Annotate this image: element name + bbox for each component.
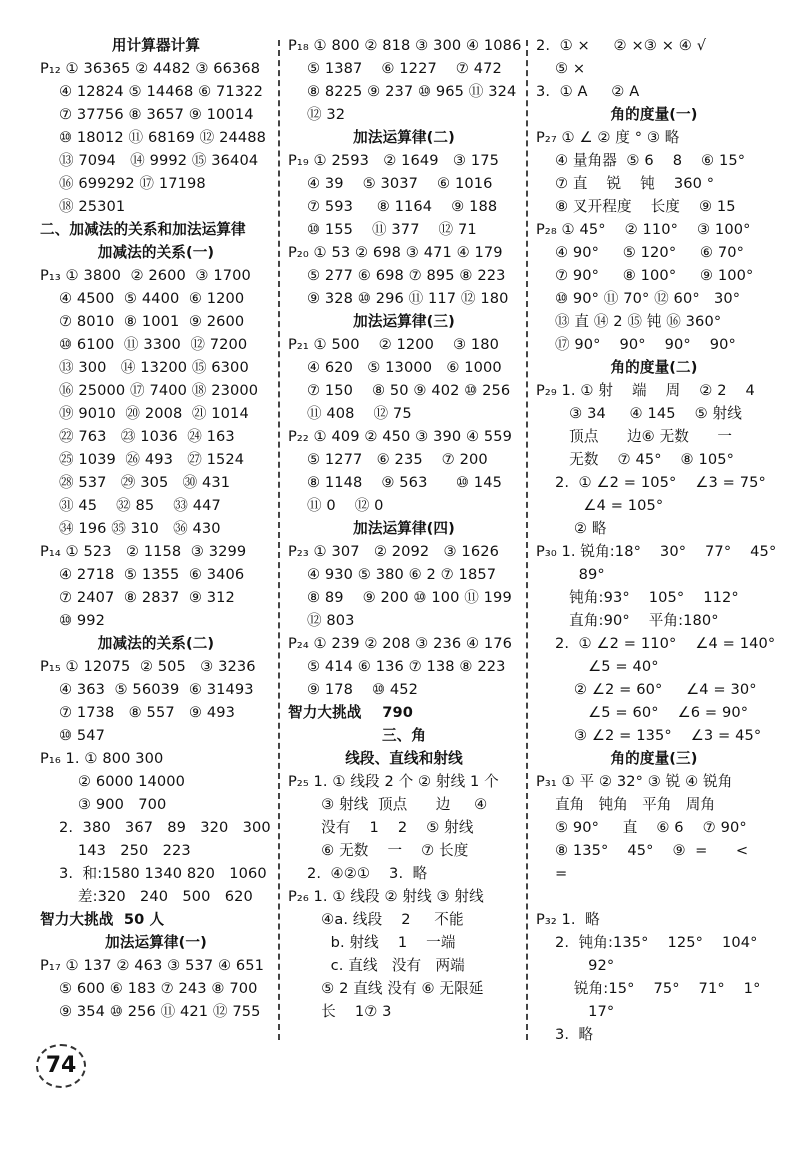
answer-line: 3. 和:1580 1340 820 1060 (40, 865, 267, 882)
answer-line: ② 略 (536, 520, 607, 537)
answer-line: ③ 34 ④ 145 ⑤ 射线 (536, 405, 742, 422)
answer-line: ⑫ 803 (288, 612, 355, 629)
answer-line: ⑤ × (536, 60, 586, 77)
answer-line: b. 射线 1 一端 (288, 934, 456, 951)
answer-line: ⑩ 547 (40, 727, 106, 744)
answer-line: ⑦ 8010 ⑧ 1001 ⑨ 2600 (40, 313, 245, 330)
answer-line: ⑧ 叉开程度 长度 ⑨ 15 (536, 198, 736, 215)
answer-line: ⑦ 37756 ⑧ 3657 ⑨ 10014 (40, 106, 254, 123)
answer-line: ∠5 = 40° (536, 658, 659, 675)
answer-line: ∠4 = 105° (536, 497, 664, 514)
answer-line: ⑧ 89 ⑨ 200 ⑩ 100 ⑪ 199 (288, 589, 512, 606)
answer-line: ⑩ 90° ⑪ 70° ⑫ 60° 30° (536, 290, 741, 307)
answer-line: ⑦ 1738 ⑧ 557 ⑨ 493 (40, 704, 236, 721)
answer-line: 直角 钝角 平角 周角 (536, 796, 716, 813)
answer-line: ⑬ 300 ⑭ 13200 ⑮ 6300 (40, 359, 249, 376)
answer-line: ⑤ 414 ⑥ 136 ⑦ 138 ⑧ 223 (288, 658, 506, 675)
section-heading: 线段、直线和射线 (345, 750, 463, 767)
answer-line: 智力大挑战 790 (288, 704, 413, 721)
answer-line: P₁₈ ① 800 ② 818 ③ 300 ④ 1086 (288, 37, 522, 54)
answer-line: ⑤ 90° 直 ⑥ 6 ⑦ 90° (536, 819, 747, 836)
answer-line: ④ 39 ⑤ 3037 ⑥ 1016 (288, 175, 493, 192)
answer-line: 2. 钝角:135° 125° 104° (536, 934, 758, 951)
answer-line: ⑧ 135° 45° ⑨ = < (536, 842, 749, 859)
answer-line: 二、加减法的关系和加法运算律 (40, 221, 246, 238)
answer-line: 89° (536, 566, 605, 583)
answer-line: 直角:90° 平角:180° (536, 612, 719, 629)
answer-line: 3. ① A ② A (536, 83, 640, 100)
answer-line: c. 直线 没有 两端 (288, 957, 465, 974)
section-heading: 加法运算律(二) (353, 129, 455, 146)
answer-column-2 (288, 34, 520, 1023)
answer-line: = (536, 865, 568, 882)
column-divider-2 (526, 40, 528, 1040)
answer-line: P₁₃ ① 3800 ② 2600 ③ 1700 (40, 267, 251, 284)
page-number-badge: 74 (36, 1044, 86, 1088)
answer-line: 钝角:93° 105° 112° (536, 589, 739, 606)
answer-line: ⑩ 992 (40, 612, 106, 629)
answer-line: P₁₉ ① 2593 ② 1649 ③ 175 (288, 152, 499, 169)
answer-line: P₁₄ ① 523 ② 1158 ③ 3299 (40, 543, 247, 560)
answer-line: ④ 4500 ⑤ 4400 ⑥ 1200 (40, 290, 245, 307)
answer-line: P₂₈ ① 45° ② 110° ③ 100° (536, 221, 751, 238)
answer-line: ⑤ 1277 ⑥ 235 ⑦ 200 (288, 451, 488, 468)
answer-line: P₂₆ 1. ① 线段 ② 射线 ③ 射线 (288, 888, 484, 905)
answer-line: ⑱ 25301 (40, 198, 126, 215)
answer-line: ⑦ 150 ⑧ 50 ⑨ 402 ⑩ 256 (288, 382, 511, 399)
answer-line: P₂₅ 1. ① 线段 2 个 ② 射线 1 个 (288, 773, 499, 790)
answer-line: ⑬ 7094 ⑭ 9992 ⑮ 36404 (40, 152, 259, 169)
section-heading: 三、角 (381, 727, 427, 744)
answer-line: P₃₀ 1. 锐角:18° 30° 77° 45° (536, 543, 777, 560)
answer-line: ⑰ 90° 90° 90° 90° (536, 336, 736, 353)
answer-line: ⑧ 1148 ⑨ 563 ⑩ 145 (288, 474, 502, 491)
answer-line: ④ 620 ⑤ 13000 ⑥ 1000 (288, 359, 502, 376)
answer-line: ㉘ 537 ㉙ 305 ㉚ 431 (40, 474, 231, 491)
answer-line: 2. ① ∠2 = 105° ∠3 = 75° (536, 474, 766, 491)
answer-line: ㉛ 45 ㉜ 85 ㉝ 447 (40, 497, 221, 514)
section-heading: 用计算器计算 (111, 37, 201, 54)
answer-line: ㉒ 763 ㉓ 1036 ㉔ 163 (40, 428, 235, 445)
answer-line: P₂₇ ① ∠ ② 度 ° ③ 略 (536, 129, 680, 146)
answer-line: P₂₀ ① 53 ② 698 ③ 471 ④ 179 (288, 244, 503, 261)
answer-line: ⑩ 6100 ⑪ 3300 ⑫ 7200 (40, 336, 248, 353)
answer-line: ③ 射线 顶点 边 ④ (288, 796, 488, 813)
answer-line: ㉞ 196 ㉟ 310 ㊱ 430 (40, 520, 221, 537)
answer-line: ∠5 = 60° ∠6 = 90° (536, 704, 749, 721)
answer-line: 2. ① ∠2 = 110° ∠4 = 140° (536, 635, 776, 652)
answer-column-3 (536, 34, 777, 1046)
answer-line: ③ 900 700 (40, 796, 167, 813)
answer-line: ⑨ 328 ⑩ 296 ⑪ 117 ⑫ 180 (288, 290, 509, 307)
column-divider-1 (278, 40, 280, 1040)
answer-line: ② 6000 14000 (40, 773, 186, 790)
answer-line: ④ 2718 ⑤ 1355 ⑥ 3406 (40, 566, 245, 583)
answer-line: 长 1⑦ 3 (288, 1003, 392, 1020)
answer-line: ⑦ 直 锐 钝 360 ° (536, 175, 715, 192)
answer-line: 2. ④②① 3. 略 (288, 865, 428, 882)
answer-line: P₁₅ ① 12075 ② 505 ③ 3236 (40, 658, 256, 675)
answer-line: ④ 量角器 ⑤ 6 8 ⑥ 15° (536, 152, 746, 169)
answer-line: ⑯ 25000 ⑰ 7400 ⑱ 23000 (40, 382, 259, 399)
answer-line: ⑲ 9010 ⑳ 2008 ㉑ 1014 (40, 405, 249, 422)
answer-line (536, 885, 772, 908)
answer-column-1 (40, 34, 272, 1023)
section-heading: 角的度量(三) (610, 750, 698, 767)
section-heading: 角的度量(二) (610, 359, 698, 376)
answer-line: ④ 90° ⑤ 120° ⑥ 70° (536, 244, 744, 261)
answer-line: 92° (536, 957, 615, 974)
answer-line: ⑧ 8225 ⑨ 237 ⑩ 965 ⑪ 324 (288, 83, 517, 100)
answer-line: ⑫ 32 (288, 106, 346, 123)
answer-line: ④a. 线段 2 不能 (288, 911, 464, 928)
answer-line: 没有 1 2 ⑤ 射线 (288, 819, 474, 836)
answer-line: ⑯ 699292 ⑰ 17198 (40, 175, 206, 192)
answer-line: ⑬ 直 ⑭ 2 ⑮ 钝 ⑯ 360° (536, 313, 722, 330)
answer-line: 顶点 边⑥ 无数 一 (536, 428, 733, 445)
answer-line: 2. ① × ② ×③ × ④ √ (536, 37, 707, 54)
answer-line: 锐角:15° 75° 71° 1° (536, 980, 761, 997)
answer-line: ⑤ 2 直线 没有 ⑥ 无限延 (288, 980, 484, 997)
answer-line: ② ∠2 = 60° ∠4 = 30° (536, 681, 757, 698)
section-heading: 角的度量(一) (610, 106, 698, 123)
answer-line: ⑪ 408 ⑫ 75 (288, 405, 412, 422)
answer-line: ⑦ 593 ⑧ 1164 ⑨ 188 (288, 198, 498, 215)
answer-line: ⑤ 1387 ⑥ 1227 ⑦ 472 (288, 60, 502, 77)
answer-line: P₂₄ ① 239 ② 208 ③ 236 ④ 176 (288, 635, 513, 652)
answer-line: 17° (536, 1003, 615, 1020)
answer-line: 143 250 223 (40, 842, 191, 859)
answer-line: ⑨ 354 ⑩ 256 ⑪ 421 ⑫ 755 (40, 1003, 261, 1020)
answer-line: P₂₉ 1. ① 射 端 周 ② 2 4 (536, 382, 755, 399)
answer-line: ⑩ 18012 ⑪ 68169 ⑫ 24488 (40, 129, 266, 146)
answer-line: P₁₇ ① 137 ② 463 ③ 537 ④ 651 (40, 957, 265, 974)
answer-line: 智力大挑战 50 人 (40, 911, 165, 928)
answer-line: ③ ∠2 = 135° ∠3 = 45° (536, 727, 762, 744)
answer-line: ⑤ 277 ⑥ 698 ⑦ 895 ⑧ 223 (288, 267, 506, 284)
answer-line: P₂₂ ① 409 ② 450 ③ 390 ④ 559 (288, 428, 513, 445)
answer-line: ⑦ 90° ⑧ 100° ⑨ 100° (536, 267, 754, 284)
section-heading: 加法运算律(三) (353, 313, 455, 330)
answer-line: P₃₂ 1. 略 (536, 911, 600, 928)
answer-line: ⑨ 178 ⑩ 452 (288, 681, 419, 698)
section-heading: 加减法的关系(一) (97, 244, 215, 261)
answer-line: 3. 略 (536, 1026, 594, 1043)
answer-line: ⑦ 2407 ⑧ 2837 ⑨ 312 (40, 589, 235, 606)
answer-line: P₂₃ ① 307 ② 2092 ③ 1626 (288, 543, 499, 560)
answer-line: ⑪ 0 ⑫ 0 (288, 497, 384, 514)
answer-line: ④ 363 ⑤ 56039 ⑥ 31493 (40, 681, 254, 698)
section-heading: 加减法的关系(二) (97, 635, 215, 652)
answer-line: 2. 380 367 89 320 300 (40, 819, 271, 836)
answer-line: P₁₂ ① 36365 ② 4482 ③ 66368 (40, 60, 261, 77)
answer-line: ㉕ 1039 ㉖ 493 ㉗ 1524 (40, 451, 245, 468)
section-heading: 加法运算律(一) (105, 934, 207, 951)
answer-line: 差:320 240 500 620 (40, 888, 253, 905)
answer-line: ④ 930 ⑤ 380 ⑥ 2 ⑦ 1857 (288, 566, 497, 583)
answer-line: ④ 12824 ⑤ 14468 ⑥ 71322 (40, 83, 263, 100)
answer-line: P₂₁ ① 500 ② 1200 ③ 180 (288, 336, 500, 353)
answer-line: ⑩ 155 ⑪ 377 ⑫ 71 (288, 221, 477, 238)
answer-line: ⑤ 600 ⑥ 183 ⑦ 243 ⑧ 700 (40, 980, 258, 997)
answer-line: 无数 ⑦ 45° ⑧ 105° (536, 451, 735, 468)
answer-line: ⑥ 无数 一 ⑦ 长度 (288, 842, 469, 859)
section-heading: 加法运算律(四) (353, 520, 455, 537)
answer-line: P₁₆ 1. ① 800 300 (40, 750, 164, 767)
answer-line: P₃₁ ① 平 ② 32° ③ 锐 ④ 锐角 (536, 773, 733, 790)
